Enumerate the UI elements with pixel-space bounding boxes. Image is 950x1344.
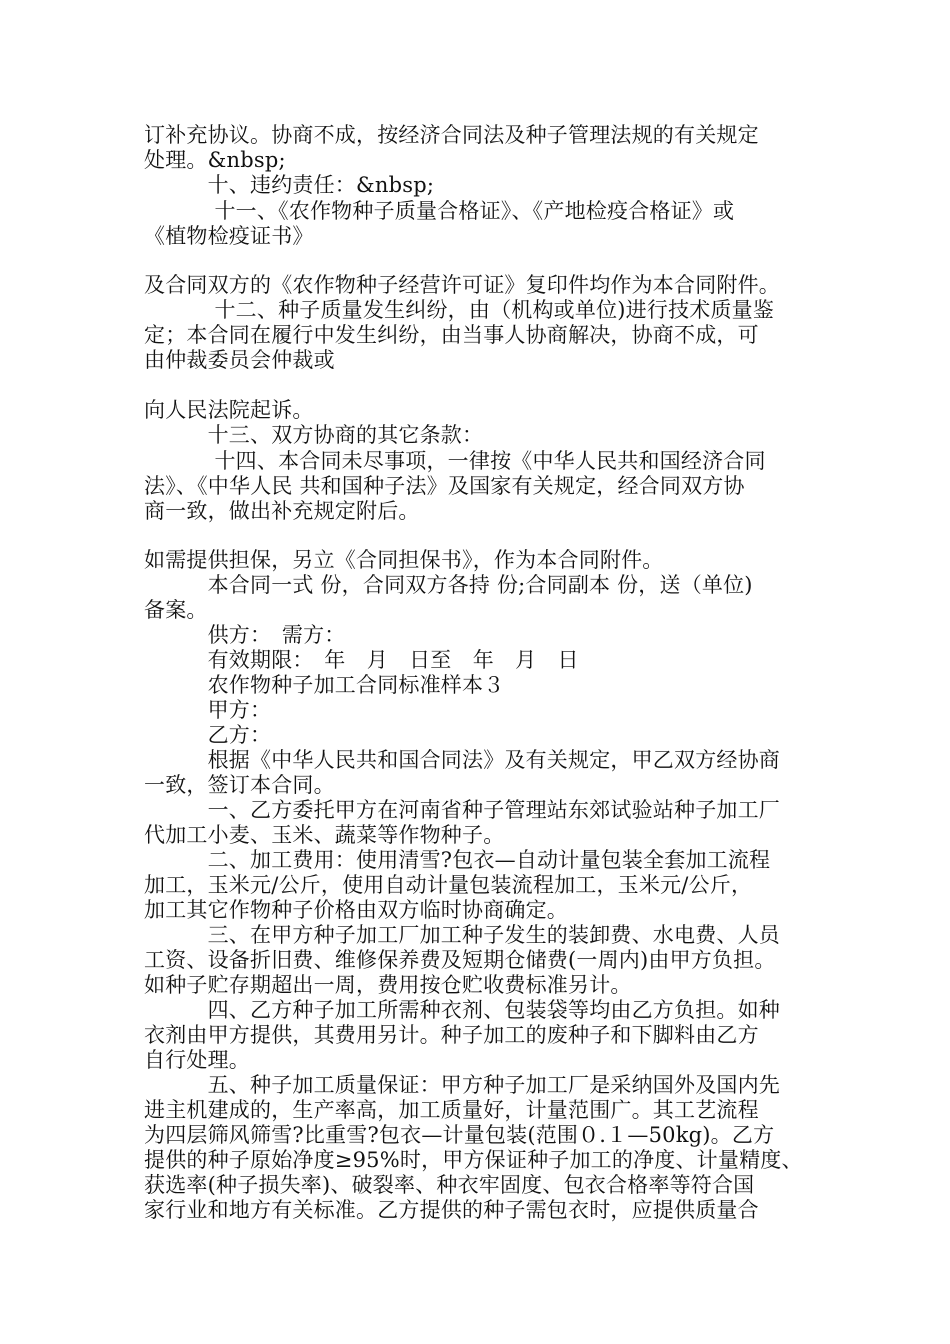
text-line: 备案。 <box>144 598 208 622</box>
text-line: 根据《中华人民共和国合同法》及有关规定，甲乙双方经协商 <box>144 748 780 772</box>
text-line: 十四、本合同未尽事项，一律按《中华人民共和国经济合同 <box>144 449 766 473</box>
text-line: 工资、设备折旧费、维修保养费及短期仓储费(一周内)由甲方负担。 <box>144 948 776 972</box>
text-line: 甲方： <box>144 698 272 722</box>
text-line: 《植物检疫证书》 <box>144 224 314 248</box>
text-line: 本合同一式 份，合同双方各持 份;合同副本 份，送（单位) <box>144 573 753 597</box>
text-line: 四、乙方种子加工所需种衣剂、包装袋等均由乙方负担。如种 <box>144 998 780 1022</box>
text-line: 衣剂由甲方提供，其费用另计。种子加工的废种子和下脚料由乙方 <box>144 1023 759 1047</box>
text-line: 供方： 需方： <box>144 623 346 647</box>
text-line: 五、种子加工质量保证：甲方种子加工厂是采纳国外及国内先 <box>144 1073 780 1097</box>
text-line: 有效期限： 年 月 日至 年 月 日 <box>144 648 579 672</box>
text-line: 乙方： <box>144 723 272 747</box>
text-line: 由仲裁委员会仲裁或 <box>144 348 335 372</box>
text-line: 一致，签订本合同。 <box>144 773 335 797</box>
text-line: 一、乙方委托甲方在河南省种子管理站东郊试验站种子加工厂 <box>144 798 780 822</box>
text-line: 如种子贮存期超出一周，费用按仓贮收费标准另计。 <box>144 973 632 997</box>
text-line: 加工其它作物种子价格由双方临时协商确定。 <box>144 898 568 922</box>
text-line: 自行处理。 <box>144 1048 250 1072</box>
text-line: 十、违约责任：&nbsp; <box>144 173 435 197</box>
text-line: 向人民法院起诉。 <box>144 398 314 422</box>
text-line: 进主机建成的，生产率高，加工质量好，计量范围广。其工艺流程 <box>144 1098 759 1122</box>
text-line: 订补充协议。协商不成，按经济合同法及种子管理法规的有关规定 <box>144 123 759 147</box>
text-line: 二、加工费用：使用清雪?包衣—自动计量包装全套加工流程 <box>144 848 771 872</box>
text-line: 获选率(种子损失率)、破裂率、种衣牢固度、包衣合格率等符合国 <box>144 1173 755 1197</box>
text-line: 十一、《农作物种子质量合格证》、《产地检疫合格证》或 <box>144 199 735 223</box>
text-line: 十三、双方协商的其它条款： <box>144 423 484 447</box>
text-line: 农作物种子加工合同标准样本３ <box>144 673 505 697</box>
text-line: 代加工小麦、玉米、蔬菜等作物种子。 <box>144 823 505 847</box>
text-line: 提供的种子原始净度≥95%时，甲方保证种子加工的净度、计量精度、 <box>144 1148 803 1172</box>
text-line: 为四层筛风筛雪?比重雪?包衣—计量包装(范围０.１—50kg)。乙方 <box>144 1123 775 1147</box>
text-line: 加工，玉米元/公斤，使用自动计量包装流程加工，玉米元/公斤， <box>144 873 753 897</box>
text-line: 十二、种子质量发生纠纷，由（机构或单位)进行技术质量鉴 <box>144 298 775 322</box>
text-line: 法》、《中华人民 共和国种子法》及国家有关规定，经合同双方协 <box>144 474 745 498</box>
text-line: 定；本合同在履行中发生纠纷，由当事人协商解决，协商不成，可 <box>144 323 759 347</box>
text-line: 如需提供担保，另立《合同担保书》，作为本合同附件。 <box>144 548 664 572</box>
text-line: 三、在甲方种子加工厂加工种子发生的装卸费、水电费、人员 <box>144 923 780 947</box>
text-line: 商一致，做出补充规定附后。 <box>144 499 420 523</box>
text-line: 处理。&nbsp; <box>144 148 286 172</box>
text-line: 及合同双方的《农作物种子经营许可证》复印件均作为本合同附件。 <box>144 273 780 297</box>
text-line: 家行业和地方有关标准。乙方提供的种子需包衣时，应提供质量合 <box>144 1198 759 1222</box>
